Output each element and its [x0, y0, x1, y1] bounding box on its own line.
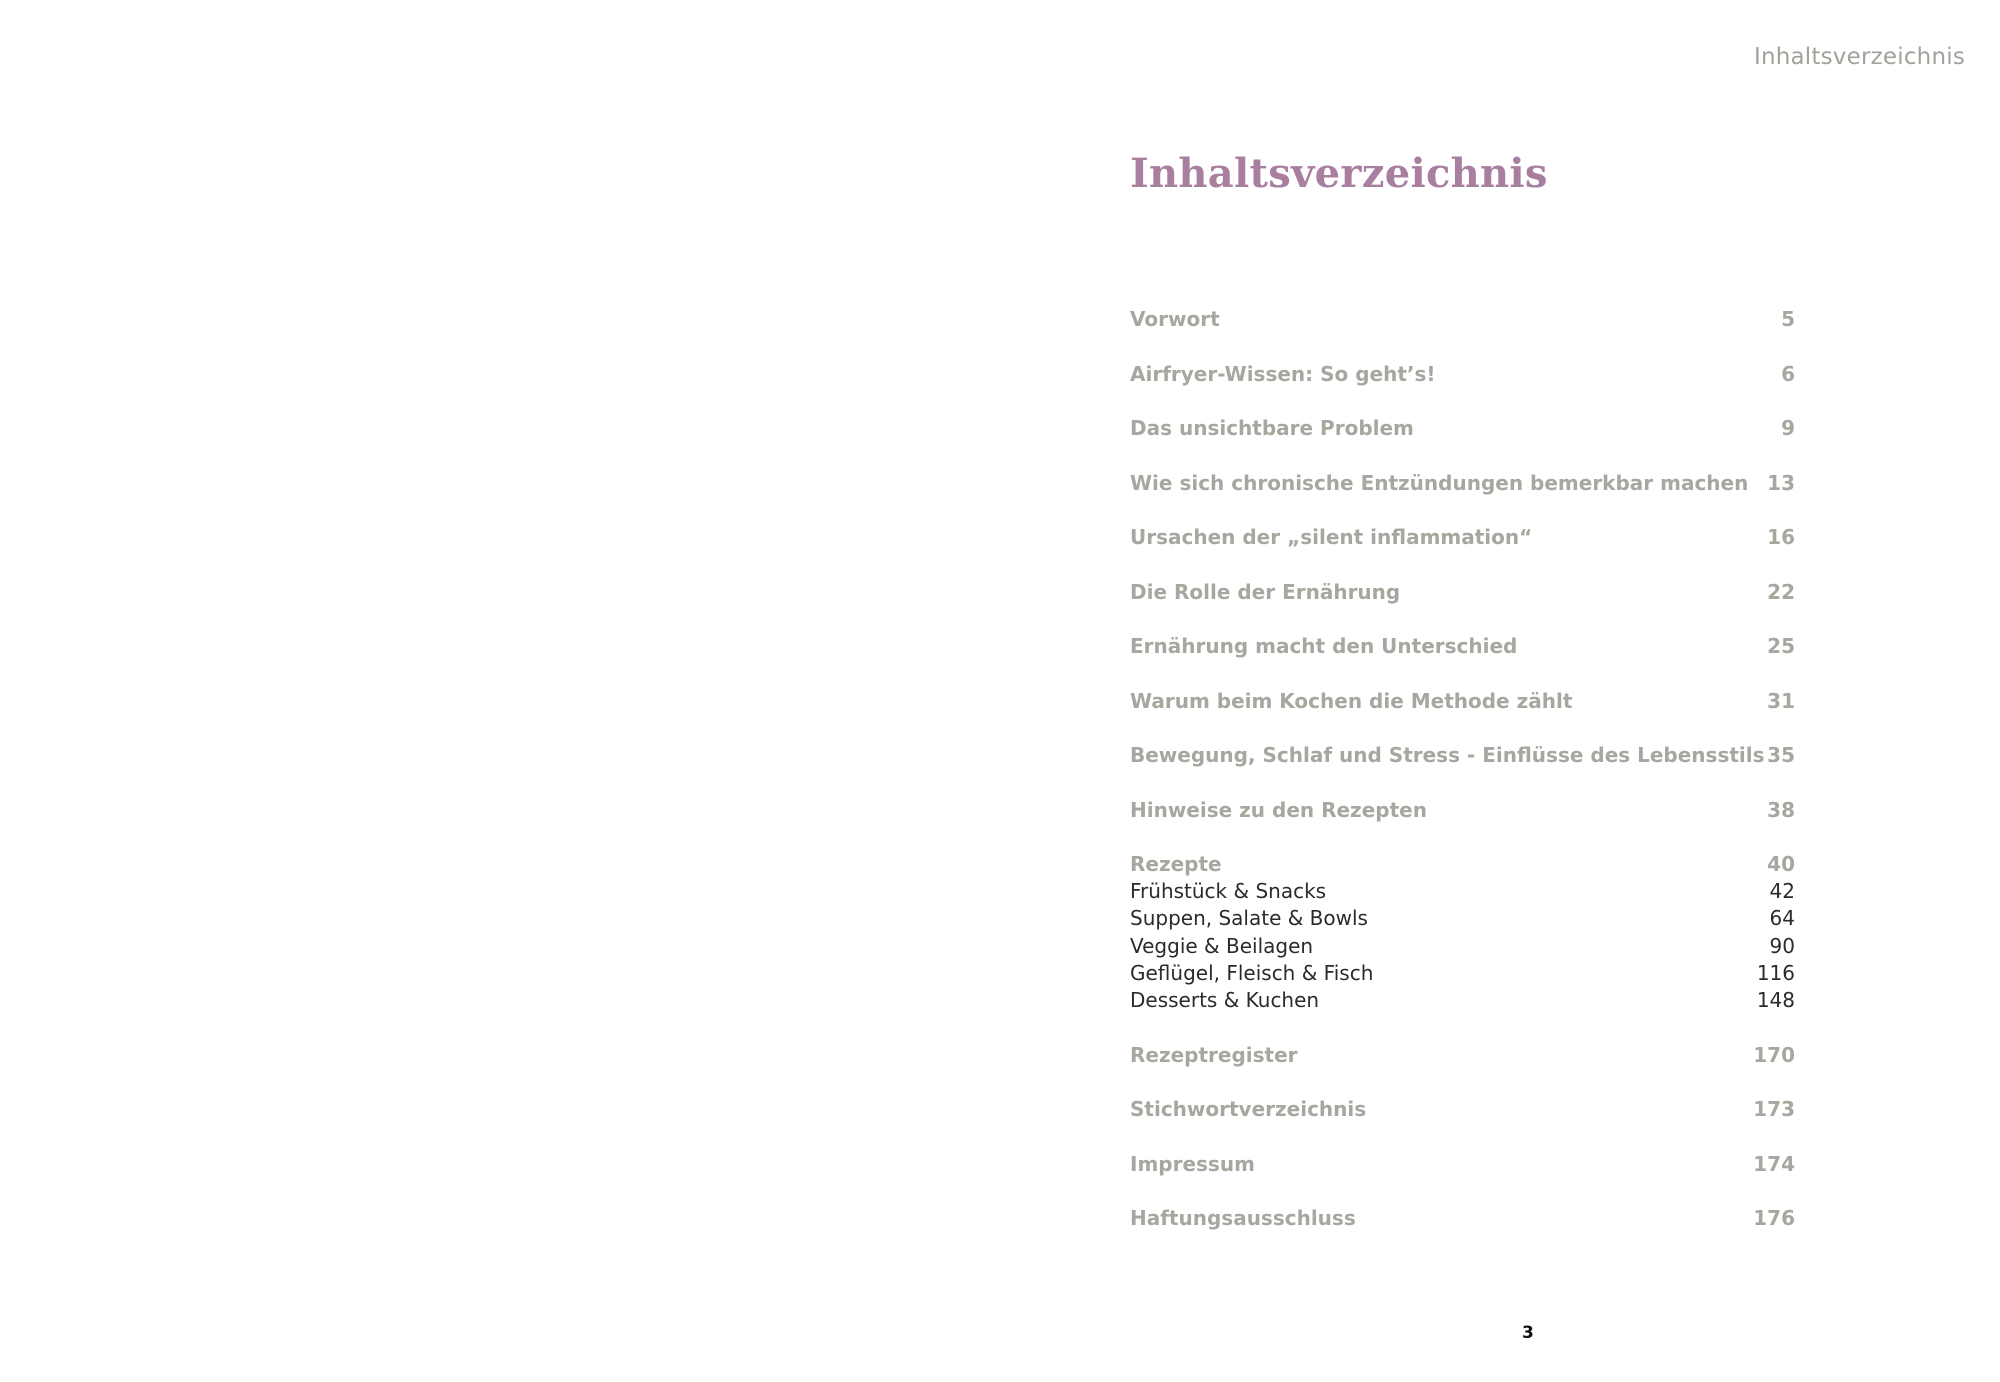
page-number: 3	[1522, 1323, 1534, 1343]
toc-subentry-veggie[interactable]	[1130, 933, 1795, 960]
toc-subentry-gefluegel[interactable]	[1130, 960, 1795, 987]
toc-entry-ernaehrung-unterschied[interactable]	[1130, 633, 1795, 660]
toc-entry-label: Vorwort	[1130, 307, 1220, 331]
toc-subentry-label: Geflügel, Fleisch & Fisch	[1130, 960, 1374, 985]
toc-entry-label: Das unsichtbare Problem	[1130, 416, 1414, 440]
toc-subentry-page: 42	[1769, 879, 1795, 903]
toc-entry-rezepte[interactable]	[1130, 851, 1795, 878]
toc-entry-page: 176	[1753, 1206, 1795, 1231]
toc-entry-page: 16	[1767, 525, 1795, 549]
toc-entry-label: Ernährung macht den Unterschied	[1130, 634, 1518, 658]
toc-entry-unsichtbare-problem[interactable]	[1130, 415, 1795, 442]
toc-subentry-page: 116	[1756, 960, 1795, 985]
toc-entry-label: Haftungsausschluss	[1130, 1206, 1356, 1231]
toc-subentry-label: Veggie & Beilagen	[1130, 933, 1314, 958]
toc-entry-vorwort[interactable]	[1130, 306, 1795, 333]
toc-entry-label: Rezepte	[1130, 852, 1222, 876]
toc-entry-page: 5	[1781, 307, 1795, 331]
toc-entry-label: Stichwortverzeichnis	[1130, 1097, 1367, 1122]
toc-subentry-suppen[interactable]	[1130, 905, 1795, 932]
toc-entry-page: 6	[1781, 361, 1795, 386]
toc-subentry-page: 148	[1756, 988, 1795, 1013]
toc-entry-haftungsausschluss[interactable]	[1130, 1205, 1795, 1232]
toc-entry-label: Die Rolle der Ernährung	[1130, 579, 1401, 604]
toc-entry-page: 170	[1753, 1042, 1795, 1067]
toc-entry-label: Bewegung, Schlaf und Stress - Einflüsse des Lebensstils	[1130, 743, 1765, 767]
toc-entry-stichwortverzeichnis[interactable]	[1130, 1096, 1795, 1123]
toc-entry-label: Hinweise zu den Rezepten	[1130, 797, 1427, 822]
toc-entry-airfryer-wissen[interactable]	[1130, 361, 1795, 388]
toc-subentry-fruehstueck[interactable]	[1130, 878, 1795, 905]
toc-entry-label: Impressum	[1130, 1151, 1255, 1176]
toc-subentry-label: Frühstück & Snacks	[1130, 879, 1327, 903]
toc-subentry-page: 90	[1769, 933, 1795, 958]
right-page	[1000, 0, 2000, 1382]
toc-entry-chronische-entzuendungen[interactable]	[1130, 470, 1795, 497]
toc-entry-label: Airfryer-Wissen: So geht’s!	[1130, 361, 1436, 386]
toc-entry-page: 173	[1753, 1097, 1795, 1122]
toc-list	[1130, 306, 1795, 1260]
toc-title: Inhaltsverzeichnis	[1130, 150, 1548, 197]
toc-entry-rezeptregister[interactable]	[1130, 1042, 1795, 1069]
toc-entry-silent-inflammation[interactable]	[1130, 524, 1795, 551]
toc-entry-label: Ursachen der „silent inflammation“	[1130, 525, 1533, 549]
toc-entry-kochen-methode[interactable]	[1130, 688, 1795, 715]
toc-entry-page: 38	[1767, 797, 1795, 822]
toc-entry-hinweise-rezepte[interactable]	[1130, 797, 1795, 824]
toc-entry-page: 35	[1767, 743, 1795, 767]
toc-entry-impressum[interactable]	[1130, 1151, 1795, 1178]
toc-entry-page: 31	[1767, 688, 1795, 713]
toc-entry-lebensstil[interactable]	[1130, 742, 1795, 769]
toc-entry-page: 25	[1767, 634, 1795, 658]
running-header: Inhaltsverzeichnis	[1753, 44, 1965, 70]
toc-group-rezepte	[1130, 851, 1795, 1014]
toc-entry-page: 22	[1767, 579, 1795, 604]
toc-entry-rolle-der-ernaehrung[interactable]	[1130, 579, 1795, 606]
toc-subentry-desserts[interactable]	[1130, 987, 1795, 1014]
toc-entry-label: Warum beim Kochen die Methode zählt	[1130, 688, 1573, 713]
toc-entry-page: 9	[1781, 416, 1795, 440]
toc-entry-page: 174	[1753, 1151, 1795, 1176]
toc-entry-page: 40	[1767, 852, 1795, 876]
toc-subentry-label: Desserts & Kuchen	[1130, 988, 1320, 1013]
toc-subentry-label: Suppen, Salate & Bowls	[1130, 906, 1368, 931]
toc-subentry-page: 64	[1769, 906, 1795, 931]
toc-entry-label: Wie sich chronische Entzündungen bemerkbar machen	[1130, 470, 1749, 495]
toc-entry-label: Rezeptregister	[1130, 1042, 1298, 1067]
toc-entry-page: 13	[1767, 470, 1795, 495]
